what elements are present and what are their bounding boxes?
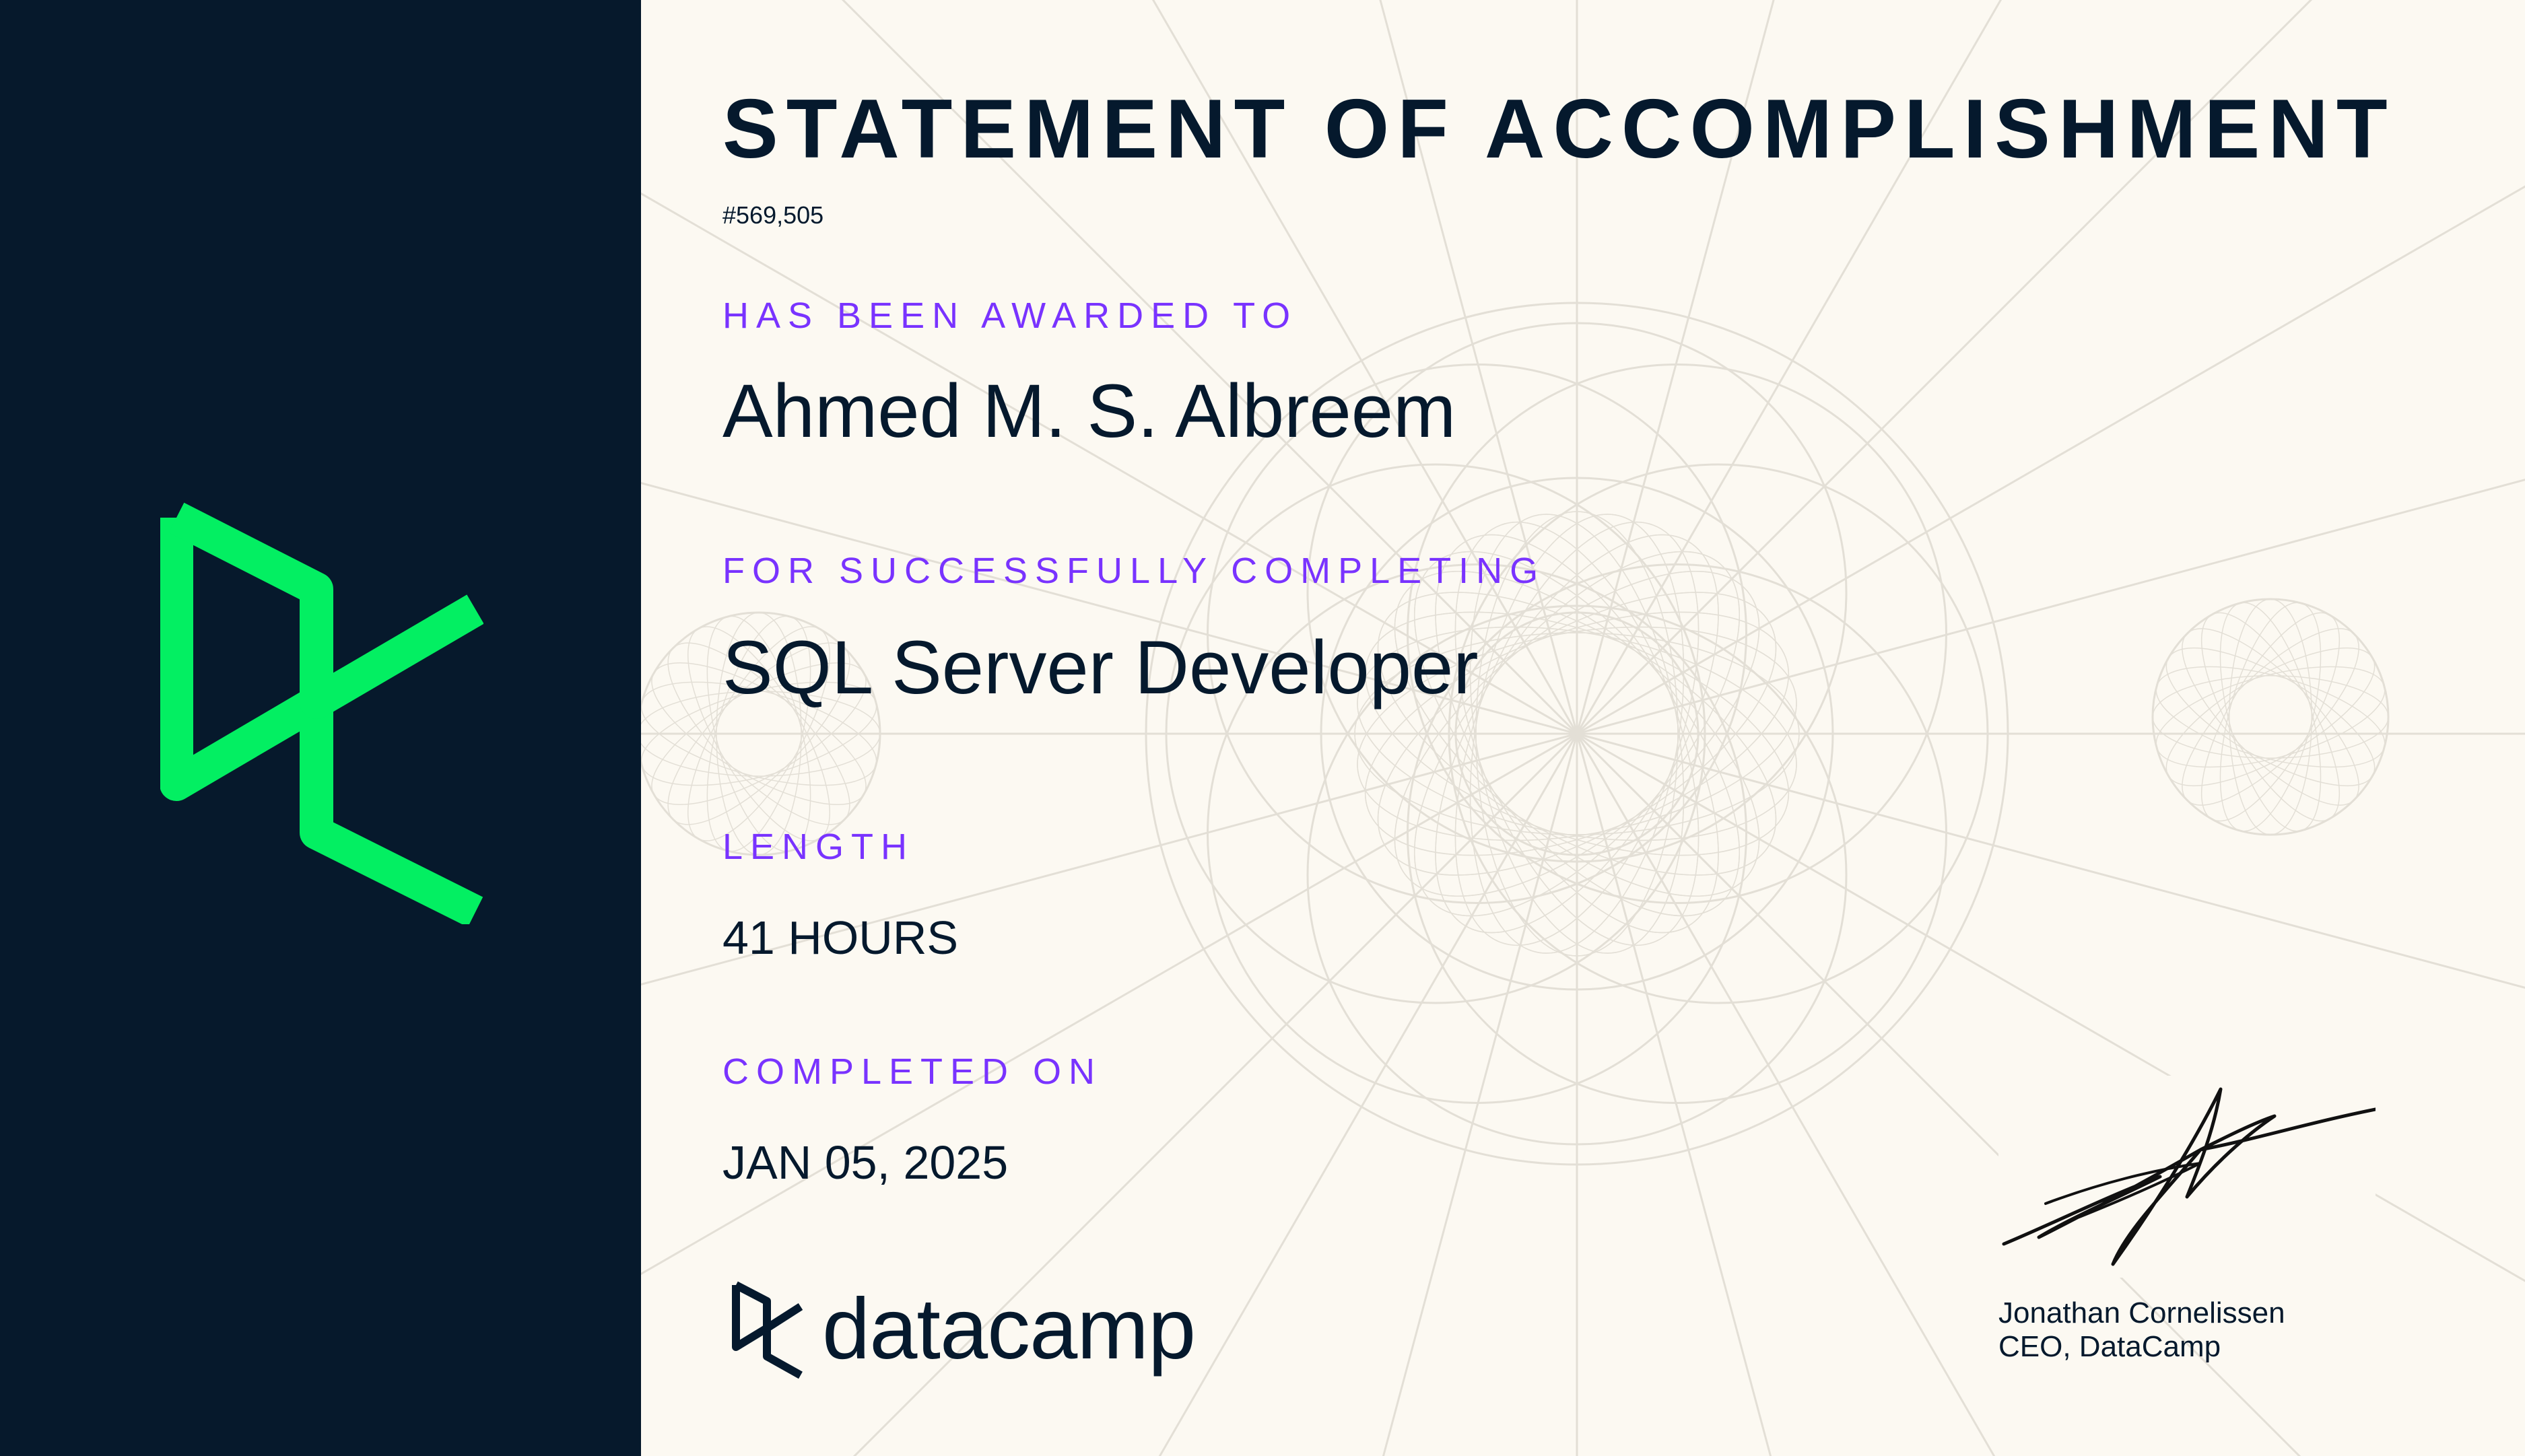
signatory-name: Jonathan Cornelissen bbox=[1998, 1296, 2285, 1329]
signature-scribble bbox=[1998, 1076, 2376, 1278]
brand-wordmark: datacamp bbox=[822, 1281, 1196, 1377]
brand-side-panel bbox=[0, 0, 641, 1456]
course-title: SQL Server Developer bbox=[722, 625, 1479, 709]
datacamp-logo-icon bbox=[160, 501, 483, 924]
length-value: 41 HOURS bbox=[722, 911, 959, 964]
datacamp-mark-icon bbox=[731, 1280, 805, 1379]
completing-label: FOR SUCCESSFULLY COMPLETING bbox=[722, 551, 1546, 591]
datacamp-brand bbox=[731, 1276, 1195, 1383]
length-label: LENGTH bbox=[722, 827, 915, 867]
signature bbox=[1998, 1076, 2376, 1278]
signatory-title: CEO, DataCamp bbox=[1998, 1330, 2221, 1363]
completed-date: JAN 05, 2025 bbox=[722, 1136, 1009, 1189]
completed-on-label: COMPLETED ON bbox=[722, 1051, 1103, 1092]
certificate-title: STATEMENT OF ACCOMPLISHMENT bbox=[722, 83, 2396, 176]
certificate-number: #569,505 bbox=[722, 201, 824, 229]
awarded-to-label: HAS BEEN AWARDED TO bbox=[722, 296, 1298, 336]
recipient-name: Ahmed M. S. Albreem bbox=[722, 369, 1456, 453]
